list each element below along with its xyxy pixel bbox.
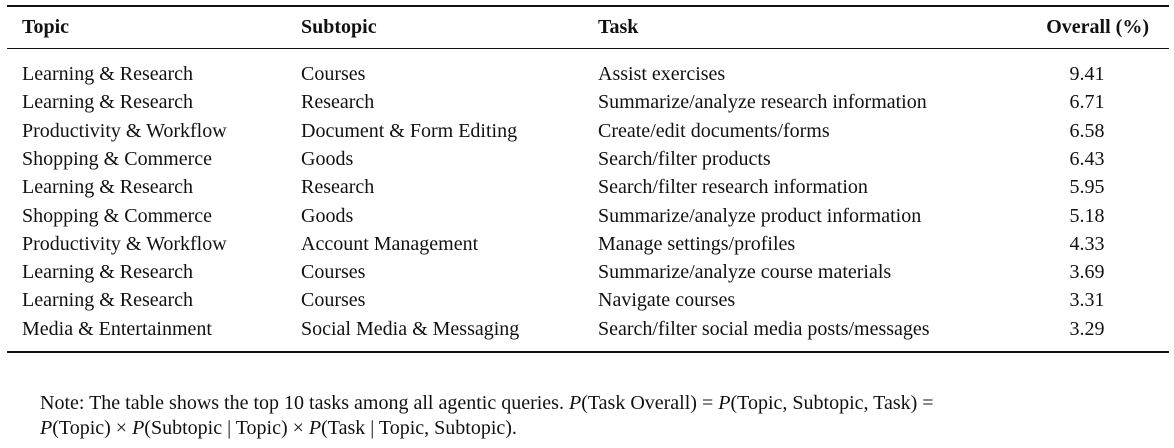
table-row-6-subtopic: Goods (301, 204, 354, 227)
table-row-8-overall: 3.69 (1069, 261, 1105, 284)
table-row-8-subtopic: Courses (301, 261, 366, 284)
table-top-rule (7, 5, 1169, 7)
header-topic: Topic (22, 16, 70, 38)
table-row-7-subtopic: Account Management (301, 232, 479, 255)
table-row-2-task: Summarize/analyze research information (598, 91, 927, 114)
table-row-1-subtopic: Courses (301, 63, 366, 85)
table-row-9-subtopic: Courses (301, 289, 366, 312)
table-row-7-task: Manage settings/profiles (598, 232, 796, 255)
table-row-5-overall: 5.95 (1069, 176, 1105, 199)
table-row-2-overall: 6.71 (1069, 91, 1105, 114)
table-row-3-task: Create/edit documents/forms (598, 119, 830, 142)
table-row-3-topic: Productivity & Workflow (22, 119, 227, 142)
table-bottom-rule (7, 351, 1169, 353)
header-task: Task (598, 16, 639, 38)
table-row-4-overall: 6.43 (1069, 147, 1105, 170)
table-row-10-overall: 3.29 (1069, 317, 1105, 340)
header-subtopic: Subtopic (301, 16, 377, 38)
table-row-7-topic: Productivity & Workflow (22, 232, 227, 255)
table-row-7-overall: 4.33 (1069, 232, 1105, 255)
table-row-9-overall: 3.31 (1069, 289, 1105, 312)
table-row-10-topic: Media & Entertainment (22, 317, 212, 340)
table-row-9-topic: Learning & Research (22, 289, 194, 312)
table-row-8-task: Summarize/analyze course materials (598, 261, 892, 284)
table-row-4-subtopic: Goods (301, 147, 354, 170)
table-row-5-topic: Learning & Research (22, 176, 194, 199)
table-row-8-topic: Learning & Research (22, 261, 194, 284)
table-row-10-subtopic: Social Media & Messaging (301, 317, 520, 340)
table-row-3-subtopic: Document & Form Editing (301, 119, 518, 142)
table-row-1-overall: 9.41 (1069, 63, 1105, 85)
table-row-6-topic: Shopping & Commerce (22, 204, 212, 227)
table-note-line-1: Note: The table shows the top 10 tasks among all agentic queries. P(Task Overall) = P(Topic, Subtopic, Task) = (40, 392, 934, 414)
table-row-4-task: Search/filter products (598, 147, 771, 170)
table-row-9-task: Navigate courses (598, 289, 736, 312)
table-row-1-task: Assist exercises (598, 63, 726, 85)
table-row-6-task: Summarize/analyze product information (598, 204, 922, 227)
table-row-5-subtopic: Research (301, 176, 375, 199)
header-overall: Overall (%) (1046, 16, 1149, 38)
table-row-5-task: Search/filter research information (598, 176, 868, 199)
table-row-2-subtopic: Research (301, 91, 375, 114)
table-note-line-2: P(Topic) × P(Subtopic | Topic) × P(Task | Topic, Subtopic). (40, 417, 517, 439)
table-row-2-topic: Learning & Research (22, 91, 194, 114)
table-row-1-topic: Learning & Research (22, 63, 194, 85)
table-mid-rule (7, 48, 1169, 49)
table-row-6-overall: 5.18 (1069, 204, 1105, 227)
table-row-10-task: Search/filter social media posts/messages (598, 317, 930, 340)
table-row-3-overall: 6.58 (1069, 119, 1105, 142)
table-row-4-topic: Shopping & Commerce (22, 147, 212, 170)
